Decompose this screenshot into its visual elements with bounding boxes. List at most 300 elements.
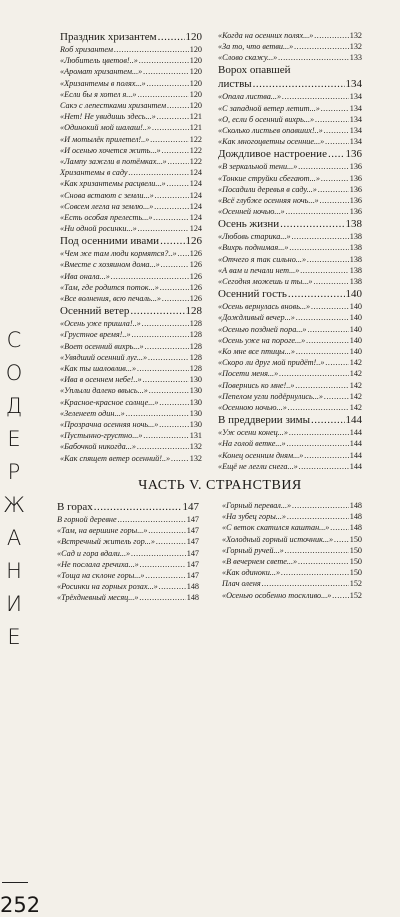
toc-page-number: 121 — [189, 112, 202, 122]
toc-page-number: 130 — [189, 397, 202, 407]
toc-entry — [60, 156, 202, 167]
toc-dot-leader — [296, 346, 349, 357]
toc-dot-leader — [143, 374, 189, 385]
toc-page-number: 136 — [349, 195, 362, 205]
toc-dot-leader — [286, 206, 349, 217]
toc-entry — [60, 385, 202, 396]
contents-letter: А — [6, 526, 22, 550]
toc-entry — [218, 301, 362, 312]
toc-entry — [60, 318, 202, 329]
toc-entry-title: Хризантемы в саду — [60, 168, 128, 178]
toc-entry-title: «Пепелом угли подёрнулись...» — [218, 391, 324, 401]
toc-page-number: 138 — [349, 277, 362, 287]
toc-entry-title: Ворох опавшей — [218, 64, 291, 77]
toc-entry — [222, 534, 362, 545]
toc-dot-leader — [311, 301, 349, 312]
toc-dot-leader — [278, 52, 348, 63]
toc-entry-title: «С западной ветер летит...» — [218, 103, 320, 113]
toc-entry — [60, 78, 202, 89]
toc-dot-leader — [325, 136, 348, 147]
toc-dot-leader — [128, 167, 188, 178]
toc-dot-leader — [154, 201, 188, 212]
toc-entry-title: «Там, где родится поток...» — [60, 282, 159, 292]
toc-entry — [218, 231, 362, 242]
toc-dot-leader — [324, 391, 349, 402]
toc-dot-leader — [298, 556, 349, 567]
toc-entry-title: «Чем же там люди кормятся?..» — [60, 249, 177, 259]
toc-dot-leader — [171, 453, 189, 464]
toc-entry-title: «Тоща на склоне горы...» — [57, 570, 145, 580]
toc-entry-title: В горах — [57, 500, 93, 513]
toc-page-number: 150 — [349, 568, 362, 578]
toc-entry-title: «Все волнения, всю печаль...» — [60, 294, 162, 304]
toc-dot-leader — [288, 288, 345, 301]
toc-page-number: 150 — [349, 557, 362, 567]
toc-entry — [57, 570, 199, 581]
toc-dot-leader — [311, 414, 344, 427]
toc-entry — [222, 556, 362, 567]
toc-page-number: 130 — [189, 408, 202, 418]
toc-page-number: 148 — [186, 582, 199, 592]
contents-sidebar — [0, 320, 46, 917]
toc-dot-leader — [288, 402, 349, 413]
contents-letter: Р — [7, 460, 21, 484]
toc-page-number: 134 — [349, 103, 362, 113]
toc-page-number: 124 — [189, 201, 202, 211]
toc-entry-title: «Любитель цветов!..» — [60, 56, 138, 66]
toc-entry-title: «Опала листва...» — [218, 92, 282, 102]
toc-entry-title: «Любовь старика...» — [218, 232, 291, 242]
toc-dot-leader — [289, 427, 349, 438]
toc-page-number: 148 — [349, 523, 362, 533]
contents-letter: И — [6, 592, 22, 616]
toc-entry-title: «Тонкие струйки сбегают...» — [218, 173, 320, 183]
toc-entry — [60, 167, 202, 178]
toc-entry-title: «Как спящет ветер осенний!..» — [60, 453, 171, 463]
toc-page-number: 122 — [189, 145, 202, 155]
toc-entry — [218, 136, 362, 147]
toc-dot-leader — [328, 148, 345, 161]
toc-entry-title: листвы — [218, 78, 252, 91]
toc-entry-title: «В вечернем свете...» — [222, 557, 298, 567]
toc-dot-leader — [296, 312, 349, 323]
toc-column-4 — [222, 500, 362, 601]
toc-page-number: 120 — [185, 30, 202, 43]
toc-entry-title: «Дождливый вечер...» — [218, 313, 295, 323]
toc-dot-leader — [279, 368, 349, 379]
toc-entry — [218, 265, 362, 276]
toc-entry — [222, 545, 362, 556]
toc-entry-title: Осень жизни — [218, 217, 280, 230]
toc-entry-title: «Посети меня...» — [218, 369, 279, 379]
toc-column-1 — [60, 30, 202, 464]
toc-entry-title: «Есть особая прелесть...» — [60, 212, 153, 222]
toc-page-number: 134 — [349, 126, 362, 136]
toc-dot-leader — [304, 450, 348, 461]
toc-dot-leader — [152, 122, 189, 133]
toc-dot-leader — [138, 223, 189, 234]
toc-entry-title: Roб хризантем — [60, 44, 113, 54]
toc-dot-leader — [295, 380, 348, 391]
toc-entry-title: «Сегодня можешь и ты...» — [218, 277, 313, 287]
toc-entry-title: «Трёхдневный месяц...» — [57, 593, 139, 603]
toc-dot-leader — [168, 156, 189, 167]
toc-entry-title: «Ива оналa...» — [60, 271, 110, 281]
toc-dot-leader — [162, 293, 189, 304]
toc-entry — [218, 91, 362, 102]
toc-dot-leader — [178, 248, 189, 259]
toc-page-number: 124 — [189, 190, 202, 200]
toc-entry-title: «Осенью особенно тоскливо...» — [222, 590, 332, 600]
toc-dot-leader — [294, 41, 348, 52]
toc-dot-leader — [142, 318, 189, 329]
toc-entry-title: «Вместе с хозяином дома...» — [60, 260, 160, 270]
toc-entry — [218, 184, 362, 195]
contents-letter: С — [6, 328, 22, 352]
toc-dot-leader — [308, 324, 349, 335]
toc-page-number: 130 — [189, 375, 202, 385]
toc-entry-title: «Скоро ли друг мой придёт!..» — [218, 358, 325, 368]
toc-page-number: 136 — [349, 184, 362, 194]
toc-entry-title: «Горный ручей...» — [222, 545, 284, 555]
toc-entry-title: «Посадили деревья в саду...» — [218, 184, 317, 194]
toc-entry-title: «Уж осени конец...» — [218, 428, 288, 438]
toc-dot-leader — [167, 178, 189, 189]
toc-page-number: 144 — [349, 450, 362, 460]
toc-page-number: 120 — [189, 67, 202, 77]
toc-entry — [218, 276, 362, 287]
toc-page-number: 142 — [349, 358, 362, 368]
toc-entry-title: «Росинки на горных розах...» — [57, 582, 158, 592]
toc-entry — [57, 525, 199, 536]
toc-entry-title: «Уплыли далеко ввысь...» — [60, 386, 148, 396]
toc-entry-title: «Отчего я так сильно...» — [218, 254, 307, 264]
toc-dot-leader — [156, 536, 186, 547]
contents-letter: Н — [6, 559, 22, 583]
toc-page-number: 128 — [189, 330, 202, 340]
toc-dot-leader — [314, 30, 348, 41]
toc-entry-title: «Аромат хризантем...» — [60, 67, 143, 77]
toc-dot-leader — [148, 525, 185, 536]
toc-dot-leader — [321, 103, 349, 114]
toc-page-number: 121 — [189, 123, 202, 133]
toc-entry — [60, 419, 202, 430]
toc-entry — [60, 212, 202, 223]
toc-page-number: 128 — [189, 364, 202, 373]
toc-dot-leader — [318, 184, 349, 195]
toc-page-number: 147 — [182, 500, 199, 513]
toc-page-number: 142 — [349, 369, 362, 379]
toc-dot-leader — [262, 578, 349, 589]
toc-dot-leader — [150, 134, 188, 145]
toc-entry-title: Осенний гость — [218, 287, 287, 300]
toc-page-number: 136 — [349, 173, 362, 183]
toc-entry-title: «На голой ветке...» — [218, 439, 286, 449]
toc-page-number: 124 — [189, 168, 202, 178]
toc-entry — [60, 374, 202, 385]
toc-entry-title: «На зубец горы...» — [222, 512, 286, 522]
toc-entry-title: В горной деревне — [57, 514, 117, 524]
toc-entry — [60, 408, 202, 419]
toc-page-number: 120 — [189, 89, 202, 99]
toc-entry-title: «Увядший осенний луг...» — [60, 352, 148, 362]
toc-entry — [222, 590, 362, 601]
toc-dot-leader — [140, 559, 186, 570]
toc-page-number: 144 — [349, 439, 362, 449]
toc-dot-leader — [314, 276, 349, 287]
toc-section-heading — [60, 305, 202, 318]
toc-page-number: 122 — [189, 156, 202, 166]
toc-page-number: 148 — [349, 501, 362, 510]
toc-dot-leader — [282, 91, 349, 102]
toc-entry — [60, 100, 202, 111]
toc-page-number: 140 — [349, 335, 362, 345]
toc-entry — [60, 66, 202, 77]
toc-page-number: 124 — [189, 224, 202, 234]
toc-entry — [60, 122, 202, 133]
toc-entry — [60, 178, 202, 189]
toc-page-number: 138 — [349, 265, 362, 275]
contents-letter: Д — [5, 394, 23, 418]
toc-entry — [218, 324, 362, 335]
toc-entry-title: «С веток скатился каштан...» — [222, 523, 330, 533]
toc-entry-title: «Осенью поздней пора...» — [218, 324, 307, 334]
toc-entry — [222, 578, 362, 589]
toc-entry-title: «Осень уже на пороге...» — [218, 335, 306, 345]
toc-column-2 — [218, 30, 362, 472]
toc-entry-title: «Как одиноки...» — [222, 568, 281, 578]
toc-entry — [60, 397, 202, 408]
toc-entry — [60, 111, 202, 122]
toc-page-number: 124 — [189, 179, 202, 189]
toc-dot-leader — [143, 430, 188, 441]
toc-entry-title: «Бабочкой никогда...» — [60, 442, 136, 452]
toc-dot-leader — [132, 329, 189, 340]
toc-entry-title: «Осень уже пришла!..» — [60, 319, 141, 329]
toc-entry — [60, 223, 202, 234]
toc-entry-title: «Осенней ночью...» — [218, 207, 285, 217]
toc-section-heading — [60, 31, 202, 44]
toc-entry — [60, 363, 202, 374]
toc-page-number: 134 — [345, 78, 362, 91]
toc-entry-title: «А вам и печали нет...» — [218, 265, 300, 275]
toc-entry-title: «Там, на вершине горы...» — [57, 526, 148, 536]
toc-page-number: 138 — [349, 232, 362, 242]
toc-entry — [60, 145, 202, 156]
toc-dot-leader — [162, 145, 189, 156]
toc-entry — [218, 461, 362, 472]
toc-page-number: 126 — [185, 234, 202, 247]
toc-entry-title: «Слово скажу...» — [218, 53, 278, 63]
toc-entry-title: «Совсем легла на землю...» — [60, 201, 154, 211]
toc-page-number: 130 — [189, 420, 202, 430]
toc-dot-leader — [160, 235, 184, 248]
toc-entry — [60, 282, 202, 293]
toc-page-number: 144 — [349, 461, 362, 471]
toc-entry-title: «Красное-красное солнце...» — [60, 397, 159, 407]
toc-dot-leader — [300, 265, 348, 276]
toc-entry — [60, 55, 202, 66]
toc-entry — [60, 441, 202, 452]
toc-dot-leader — [287, 511, 349, 522]
toc-entry-title: «Лампу зажгли в потёмках...» — [60, 156, 167, 166]
toc-page-number: 148 — [349, 512, 362, 522]
toc-entry — [57, 559, 199, 570]
toc-dot-leader — [325, 357, 348, 368]
toc-dot-leader — [131, 548, 186, 559]
toc-entry-title: «Ива в осеннем небе!..» — [60, 375, 142, 385]
toc-entry — [218, 173, 362, 184]
toc-page-number: 140 — [349, 324, 362, 334]
toc-page-number: 142 — [349, 403, 362, 413]
toc-dot-leader — [159, 397, 188, 408]
toc-dot-leader — [332, 590, 348, 601]
toc-entry — [57, 581, 199, 592]
toc-section-heading — [218, 148, 362, 161]
toc-dot-leader — [148, 352, 189, 363]
toc-entry — [57, 548, 199, 559]
toc-dot-leader — [130, 305, 184, 318]
toc-entry-title: «Вихрь поднимая...» — [218, 243, 289, 253]
toc-entry — [60, 329, 202, 340]
toc-entry — [218, 254, 362, 265]
toc-dot-leader — [139, 592, 185, 603]
toc-entry-title: «Как хризантемы расцвели...» — [60, 179, 166, 189]
toc-page-number: 128 — [189, 352, 202, 362]
toc-page-number: 147 — [186, 526, 199, 536]
toc-dot-leader — [285, 545, 349, 556]
toc-entry — [218, 427, 362, 438]
toc-dot-leader — [153, 212, 188, 223]
toc-dot-leader — [157, 111, 189, 122]
toc-entry — [222, 567, 362, 578]
toc-dot-leader — [145, 341, 189, 352]
toc-entry-title: «Не послала гречиха...» — [57, 559, 139, 569]
toc-entry — [218, 125, 362, 136]
toc-dot-leader — [145, 570, 185, 581]
toc-page-number: 147 — [186, 570, 199, 580]
toc-page-number: 138 — [349, 243, 362, 253]
toc-dot-leader — [330, 522, 348, 533]
toc-entry-title: «Встречный житель гор...» — [57, 537, 155, 547]
toc-entry — [60, 271, 202, 282]
toc-page-number: 134 — [349, 137, 362, 147]
toc-page-number: 120 — [189, 56, 202, 66]
toc-entry — [57, 536, 199, 547]
toc-page-number: 128 — [189, 341, 202, 351]
toc-section-heading — [60, 235, 202, 248]
toc-entry-title: «Хризантемы в полях...» — [60, 78, 146, 88]
toc-dot-leader — [253, 78, 345, 91]
toc-page-number: 126 — [189, 282, 202, 292]
toc-entry-title: «За то, что ветви...» — [218, 42, 294, 52]
toc-entry-title: «О, если б осенний вихрь...» — [218, 114, 315, 124]
toc-page-number: 148 — [186, 593, 199, 603]
toc-entry — [218, 312, 362, 323]
toc-page-number: 142 — [349, 391, 362, 401]
toc-entry — [218, 30, 362, 41]
toc-page-number: 132 — [349, 42, 362, 52]
toc-dot-leader — [159, 581, 186, 592]
toc-entry-title: «Осенною ночью...» — [218, 403, 287, 413]
toc-dot-leader — [324, 125, 349, 136]
toc-section-heading — [218, 288, 362, 301]
toc-page-number: 152 — [349, 579, 362, 589]
toc-section-heading — [218, 78, 362, 91]
toc-entry-title: Сакэ с лепестками хризантем — [60, 100, 167, 110]
toc-entry-title: «Осень вернулась вновь...» — [218, 302, 311, 312]
toc-page-number: 126 — [189, 294, 202, 304]
contents-letter: О — [5, 361, 23, 385]
toc-entry — [218, 368, 362, 379]
toc-entry-title: «Когда на осенних полях...» — [218, 31, 314, 40]
toc-page-number: 134 — [349, 114, 362, 124]
toc-entry — [218, 335, 362, 346]
toc-page-number: 140 — [349, 302, 362, 312]
toc-entry — [60, 430, 202, 441]
toc-entry-title: «Холодный горный источник...» — [222, 534, 334, 544]
toc-dot-leader — [287, 438, 349, 449]
toc-dot-leader — [334, 534, 349, 545]
toc-entry-title: «Ни одной росинки...» — [60, 224, 137, 234]
toc-entry — [218, 161, 362, 172]
toc-dot-leader — [306, 335, 348, 346]
toc-page-number: 150 — [349, 534, 362, 544]
toc-page-number: 136 — [345, 147, 362, 160]
toc-entry — [218, 206, 362, 217]
toc-entry — [222, 511, 362, 522]
part-title: ЧАСТЬ V. СТРАНСТВИЯ — [138, 478, 302, 493]
toc-entry-title: «Как ты шаловлив...» — [60, 364, 137, 373]
page-number-rule — [2, 882, 28, 883]
toc-page-number: 140 — [345, 287, 362, 300]
toc-page-number: 120 — [189, 100, 202, 110]
toc-dot-leader — [158, 31, 185, 44]
contents-letter: Е — [7, 625, 21, 649]
toc-dot-leader — [138, 89, 189, 100]
toc-dot-leader — [137, 363, 189, 374]
toc-dot-leader — [149, 385, 189, 396]
toc-entry-title: Осенний ветер — [60, 304, 130, 317]
toc-dot-leader — [139, 55, 189, 66]
toc-entry — [218, 103, 362, 114]
toc-page-number: 132 — [349, 31, 362, 40]
toc-entry-title: «Сад и гора вдали...» — [57, 548, 131, 558]
toc-entry-title: «Горный перевал...» — [222, 501, 292, 510]
toc-dot-leader — [315, 114, 349, 125]
toc-page-number: 138 — [349, 254, 362, 264]
toc-page-number: 120 — [189, 78, 202, 88]
toc-section-heading — [218, 218, 362, 231]
toc-page-number: 126 — [189, 260, 202, 270]
toc-page-number: 147 — [186, 548, 199, 558]
toc-entry — [60, 134, 202, 145]
toc-section-heading — [57, 501, 199, 514]
toc-entry-title: «В зеркальной тени...» — [218, 162, 298, 172]
toc-page-number: 120 — [189, 44, 202, 54]
toc-entry-title: «Зеленеет один...» — [60, 408, 125, 418]
toc-dot-leader — [155, 190, 189, 201]
toc-entry-title: «Воет осенний вихрь...» — [60, 341, 144, 351]
toc-page-number: 134 — [349, 92, 362, 102]
toc-entry — [60, 190, 202, 201]
toc-page-number: 128 — [185, 304, 202, 317]
toc-page-number: 147 — [186, 514, 199, 524]
toc-entry — [218, 346, 362, 357]
toc-dot-leader — [111, 271, 189, 282]
toc-entry-title: «И осенью хочется жить...» — [60, 145, 161, 155]
toc-entry-title: «Ко мне все птицы...» — [218, 347, 295, 356]
